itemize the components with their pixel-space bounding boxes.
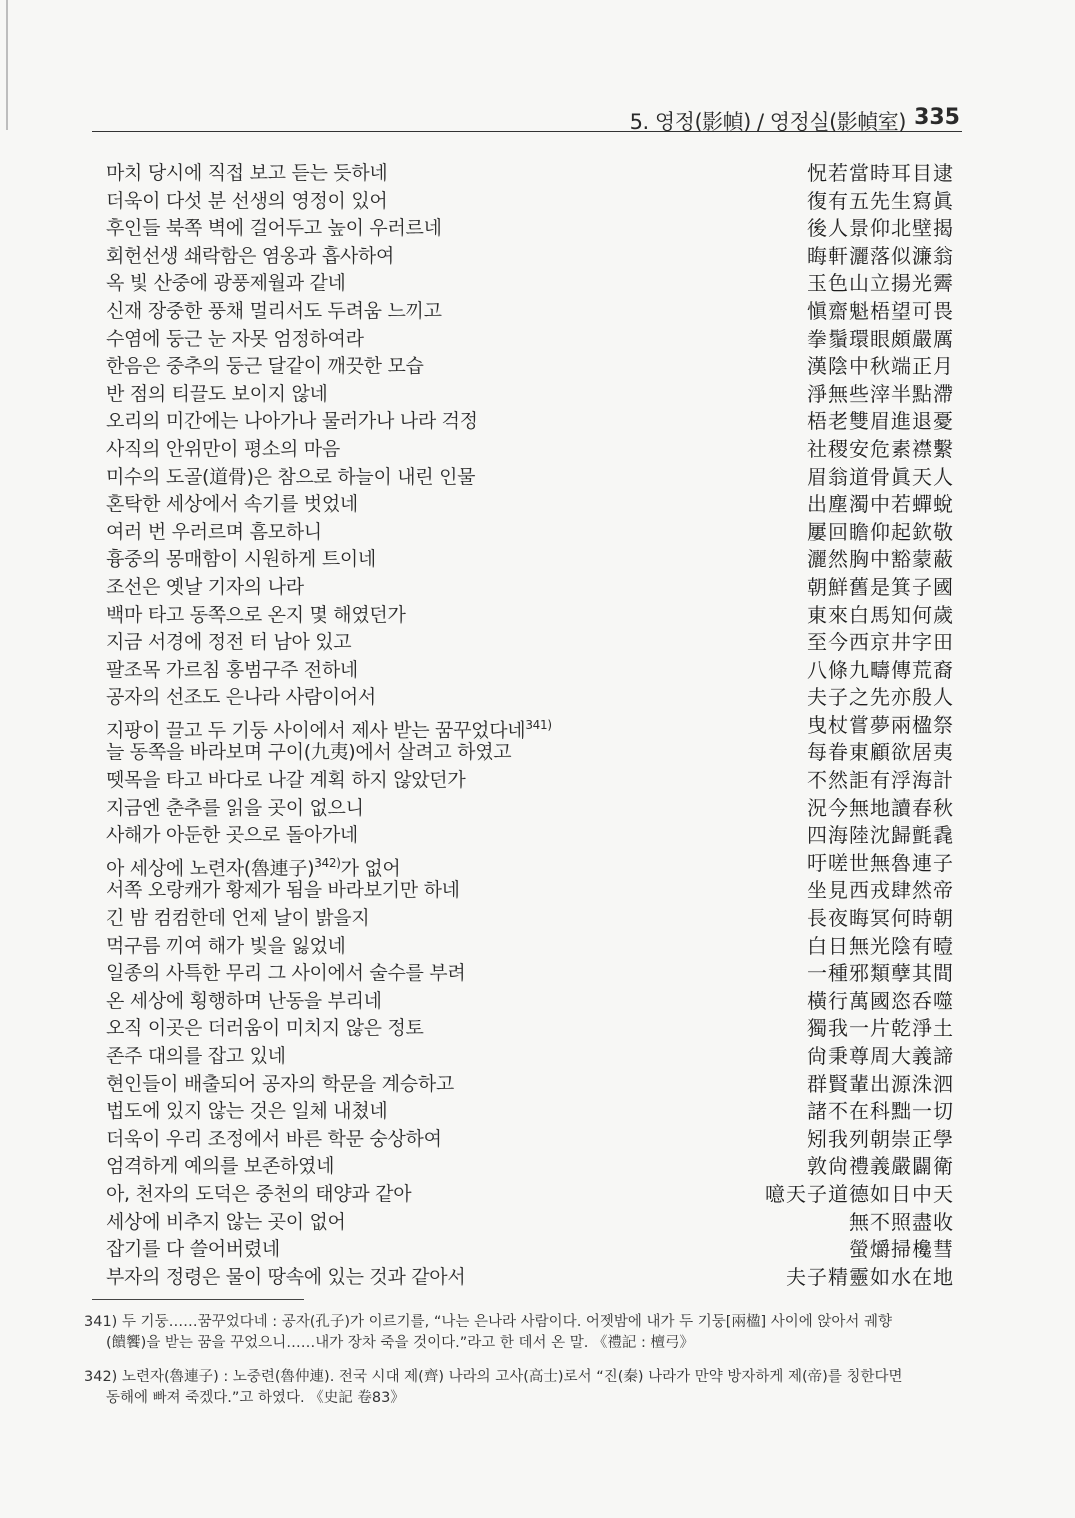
korean-translation bbox=[106, 1015, 424, 1043]
poem-line bbox=[106, 574, 954, 602]
korean-text: 회헌선생 쇄락함은 염옹과 흡사하여 bbox=[106, 244, 395, 267]
korean-text: 잡기를 다 쓸어버렸네 bbox=[106, 1238, 280, 1261]
korean-translation bbox=[106, 326, 364, 354]
poem-line bbox=[106, 464, 954, 492]
header-rule bbox=[92, 131, 962, 132]
korean-translation bbox=[106, 1071, 454, 1099]
korean-text: 법도에 있지 않는 것은 일체 내쳤네 bbox=[106, 1100, 388, 1123]
korean-translation bbox=[106, 988, 382, 1016]
korean-text: 늘 동쪽을 바라보며 구이(九夷)에서 살려고 하였고 bbox=[106, 741, 512, 764]
poem-line bbox=[106, 1098, 954, 1126]
classical-chinese-original: 梧老雙眉進退憂 bbox=[807, 409, 954, 434]
korean-text: 더욱이 다섯 분 선생의 영정이 있어 bbox=[106, 189, 388, 212]
korean-text: 후인들 북쪽 벽에 걸어두고 높이 우러르네 bbox=[106, 217, 442, 240]
korean-translation bbox=[106, 1043, 286, 1071]
korean-text: 존주 대의를 잡고 있네 bbox=[106, 1045, 286, 1067]
korean-translation bbox=[106, 519, 322, 547]
classical-chinese-original: 至今西京井字田 bbox=[807, 630, 954, 655]
poem-line bbox=[106, 298, 954, 326]
footnote-line: 동해에 빠져 죽겠다.”고 하였다. 《史記 卷83》 bbox=[106, 1390, 405, 1406]
korean-translation bbox=[106, 684, 376, 712]
korean-text: 먹구름 끼여 해가 빛을 잃었네 bbox=[106, 934, 346, 957]
poem-line bbox=[106, 160, 954, 188]
poem-line bbox=[106, 326, 954, 354]
poem-line bbox=[106, 767, 954, 795]
korean-translation bbox=[106, 491, 358, 519]
footnote-rule bbox=[92, 1299, 304, 1300]
poem-line bbox=[106, 381, 954, 409]
classical-chinese-original: 況今無地讀春秋 bbox=[807, 795, 954, 820]
classical-chinese-original: 晦軒灑落似濂翁 bbox=[807, 243, 954, 268]
footnote-341 bbox=[84, 1312, 964, 1354]
korean-translation bbox=[106, 381, 328, 409]
poem-line bbox=[106, 850, 954, 878]
korean-translation bbox=[106, 270, 346, 298]
korean-translation bbox=[106, 739, 511, 767]
classical-chinese-original: 灑然胸中豁蒙蔽 bbox=[807, 547, 954, 572]
classical-chinese-original: 每眷東顧欲居夷 bbox=[807, 740, 954, 765]
korean-translation bbox=[106, 243, 394, 271]
classical-chinese-original: 後人景仰北壁揭 bbox=[807, 216, 954, 241]
korean-text: 지팡이 끌고 두 기둥 사이에서 제사 받는 꿈꾸었다네 bbox=[106, 719, 526, 742]
korean-translation bbox=[106, 215, 442, 243]
korean-text: 오리의 미간에는 나아가나 물러가나 나라 걱정 bbox=[106, 410, 478, 433]
classical-chinese-original: 社稷安危素襟繫 bbox=[807, 436, 954, 461]
korean-translation bbox=[106, 160, 387, 188]
korean-text: 조선은 옛날 기자의 나라 bbox=[106, 575, 304, 598]
footnote-marker[interactable]: 342) bbox=[314, 855, 341, 870]
korean-text: 흉중의 몽매함이 시원하게 트이네 bbox=[106, 548, 376, 571]
korean-text: 한음은 중추의 둥근 달같이 깨끗한 모습 bbox=[106, 355, 424, 378]
classical-chinese-original: 淨無些滓半點滯 bbox=[807, 381, 954, 406]
poem-line bbox=[106, 602, 954, 630]
footnote-line: 341) 두 기둥……꿈꾸었다네 : 공자(孔子)가 이르기를, “나는 은나라 사람이다. 어젯밤에 내가 두 기둥[兩楹] 사이에 앉아서 궤향 bbox=[84, 1314, 892, 1330]
korean-translation bbox=[106, 1181, 411, 1209]
korean-translation bbox=[106, 1126, 442, 1154]
poem-line bbox=[106, 877, 954, 905]
korean-text: 여러 번 우러르며 흠모하니 bbox=[106, 520, 322, 543]
korean-text: 일종의 사특한 무리 그 사이에서 술수를 부려 bbox=[106, 962, 466, 985]
poem-line bbox=[106, 188, 954, 216]
poem-line bbox=[106, 905, 954, 933]
poem-line bbox=[106, 629, 954, 657]
korean-text: 오직 이곳은 더러움이 미치지 않은 정토 bbox=[106, 1017, 424, 1040]
korean-text: 팔조목 가르침 홍범구주 전하네 bbox=[106, 658, 358, 681]
korean-text: 옥 빛 산중에 광풍제월과 같네 bbox=[106, 272, 346, 295]
classical-chinese-original: 玉色山立揚光霽 bbox=[807, 271, 954, 296]
classical-chinese-original: 敦尙禮義嚴闢衛 bbox=[807, 1154, 954, 1179]
classical-chinese-original: 螢爝掃欃彗 bbox=[849, 1237, 954, 1262]
korean-text: 현인들이 배출되어 공자의 학문을 계승하고 bbox=[106, 1072, 454, 1095]
poem-line bbox=[106, 1209, 954, 1237]
korean-text: 지금엔 춘추를 읽을 곳이 없으니 bbox=[106, 796, 364, 819]
footnote-342 bbox=[84, 1367, 964, 1409]
korean-translation bbox=[106, 574, 304, 602]
classical-chinese-original: 出塵濁中若蟬蛻 bbox=[807, 492, 954, 517]
classical-chinese-original: 東來白馬知何歲 bbox=[807, 602, 954, 627]
korean-translation bbox=[106, 602, 406, 630]
classical-chinese-original: 夫子之先亦殷人 bbox=[807, 685, 954, 710]
poem-line bbox=[106, 795, 954, 823]
korean-text: 반 점의 티끌도 보이지 않네 bbox=[106, 382, 328, 405]
korean-translation bbox=[106, 657, 358, 685]
korean-text: 지금 서경에 정전 터 남아 있고 bbox=[106, 631, 352, 654]
running-head-title: 5. 영정(影幀) / 영정실(影幀室) bbox=[629, 110, 906, 134]
korean-translation bbox=[106, 905, 369, 933]
poem-line bbox=[106, 1236, 954, 1264]
korean-text: 온 세상에 횡행하며 난동을 부리네 bbox=[106, 989, 382, 1012]
poem-line bbox=[106, 712, 954, 740]
korean-text: 아, 천자의 도덕은 중천의 태양과 같아 bbox=[106, 1182, 412, 1205]
classical-chinese-original: 不然詎有浮海計 bbox=[807, 768, 954, 793]
korean-translation bbox=[106, 1236, 280, 1264]
classical-chinese-original: 橫行萬國恣呑噬 bbox=[807, 988, 954, 1013]
footnote-line: (饋饗)을 받는 꿈을 꾸었으니……내가 장차 죽을 것이다.”라고 한 데서 온 말. 《禮記 : 檀弓》 bbox=[106, 1335, 695, 1351]
poem-line bbox=[106, 270, 954, 298]
korean-text: 혼탁한 세상에서 속기를 벗었네 bbox=[106, 493, 358, 516]
classical-chinese-original: 尙秉尊周大義諦 bbox=[807, 1044, 954, 1068]
poem-line bbox=[106, 684, 954, 712]
footnote-line: 342) 노련자(魯連子) : 노중련(魯仲連). 전국 시대 제(齊) 나라의 고사(高士)로서 “진(秦) 나라가 만약 방자하게 제(帝)를 칭한다면 bbox=[84, 1369, 903, 1385]
korean-text: 수염에 둥근 눈 자못 엄정하여라 bbox=[106, 327, 364, 350]
korean-text: 백마 타고 동쪽으로 온지 몇 해였던가 bbox=[106, 603, 406, 626]
classical-chinese-original: 復有五先生寫眞 bbox=[807, 188, 954, 213]
classical-chinese-original: 怳若當時耳目逮 bbox=[807, 161, 954, 185]
poem-line bbox=[106, 822, 954, 850]
classical-chinese-original: 夫子精靈如水在地 bbox=[786, 1264, 954, 1289]
poem-line bbox=[106, 408, 954, 436]
poem-line bbox=[106, 436, 954, 464]
korean-translation bbox=[106, 353, 424, 381]
korean-translation bbox=[106, 1209, 346, 1237]
korean-translation bbox=[106, 546, 376, 574]
classical-chinese-original: 矧我列朝崇正學 bbox=[807, 1126, 954, 1151]
classical-chinese-original: 八條九疇傳荒裔 bbox=[807, 657, 954, 682]
poem-line bbox=[106, 933, 954, 961]
classical-chinese-original: 長夜晦冥何時朝 bbox=[807, 906, 954, 931]
footnote-marker[interactable]: 341) bbox=[525, 717, 552, 732]
page-binding-edge bbox=[6, 0, 8, 130]
korean-translation bbox=[106, 1264, 465, 1292]
korean-text: 공자의 선조도 은나라 사람이어서 bbox=[106, 686, 376, 709]
classical-chinese-original: 吁嗟世無魯連子 bbox=[807, 850, 954, 875]
korean-translation bbox=[106, 877, 460, 905]
korean-text: 사해가 아둔한 곳으로 돌아가네 bbox=[106, 824, 358, 847]
page-header bbox=[92, 100, 962, 134]
korean-text: 서쪽 오랑캐가 황제가 됨을 바라보기만 하네 bbox=[106, 879, 460, 902]
classical-chinese-original: 諸不在科黜一切 bbox=[807, 1099, 954, 1124]
classical-chinese-original: 朝鮮舊是箕子國 bbox=[807, 574, 954, 599]
poem-line bbox=[106, 739, 954, 767]
korean-text: 미수의 도골(道骨)은 참으로 하늘이 내린 인물 bbox=[106, 465, 476, 488]
korean-text: 부자의 정령은 물이 땅속에 있는 것과 같아서 bbox=[106, 1265, 466, 1288]
korean-text: 아 세상에 노련자(魯連子) bbox=[106, 857, 315, 880]
poem-line bbox=[106, 1043, 954, 1071]
classical-chinese-original: 白日無光陰有曀 bbox=[807, 933, 954, 958]
footnotes bbox=[84, 1312, 964, 1422]
korean-translation bbox=[106, 629, 351, 657]
korean-translation bbox=[106, 933, 346, 961]
poem-line bbox=[106, 960, 954, 988]
korean-text: 더욱이 우리 조정에서 바른 학문 숭상하여 bbox=[106, 1127, 442, 1150]
poem-line bbox=[106, 519, 954, 547]
classical-chinese-original: 漢陰中秋端正月 bbox=[807, 354, 954, 379]
korean-translation bbox=[106, 298, 442, 326]
poem-line bbox=[106, 353, 954, 381]
page-number: 335 bbox=[914, 105, 960, 130]
poem-line bbox=[106, 1126, 954, 1154]
poem-line bbox=[106, 1153, 954, 1181]
classical-chinese-original: 眉翁道骨眞天人 bbox=[807, 464, 954, 489]
korean-translation bbox=[106, 464, 475, 492]
korean-text: 마치 당시에 직접 보고 듣는 듯하네 bbox=[106, 162, 388, 184]
poem-line bbox=[106, 1071, 954, 1099]
poem-line bbox=[106, 546, 954, 574]
classical-chinese-original: 噫天子道德如日中天 bbox=[765, 1181, 954, 1206]
classical-chinese-original: 一種邪類孽其間 bbox=[807, 961, 954, 986]
classical-chinese-original: 群賢輩出源洙泗 bbox=[807, 1071, 954, 1096]
korean-text: 신재 장중한 풍채 멀리서도 두려움 느끼고 bbox=[106, 299, 442, 322]
poem-line bbox=[106, 1264, 954, 1292]
poem-line bbox=[106, 1181, 954, 1209]
poem-line bbox=[106, 243, 954, 271]
poem-body bbox=[106, 160, 954, 1291]
korean-translation bbox=[106, 822, 358, 850]
poem-line bbox=[106, 657, 954, 685]
korean-translation bbox=[106, 767, 465, 795]
classical-chinese-original: 坐見西戎肆然帝 bbox=[807, 878, 954, 903]
korean-translation bbox=[106, 408, 478, 436]
classical-chinese-original: 愼齋魁梧望可畏 bbox=[807, 298, 954, 323]
korean-translation bbox=[106, 188, 387, 216]
classical-chinese-original: 獨我一片乾淨土 bbox=[807, 1016, 954, 1041]
poem-line bbox=[106, 491, 954, 519]
poem-line bbox=[106, 988, 954, 1016]
korean-text: 뗏목을 타고 바다로 나갈 계획 하지 않았던가 bbox=[106, 769, 466, 792]
korean-translation bbox=[106, 795, 364, 823]
korean-text: 세상에 비추지 않는 곳이 없어 bbox=[106, 1210, 346, 1233]
classical-chinese-original: 屢回瞻仰起欽敬 bbox=[807, 519, 954, 544]
poem-line bbox=[106, 215, 954, 243]
poem-line bbox=[106, 1015, 954, 1043]
korean-text: 사직의 안위만이 평소의 마음 bbox=[106, 437, 340, 460]
korean-text: 엄격하게 예의를 보존하였네 bbox=[106, 1155, 335, 1178]
korean-translation bbox=[106, 1153, 334, 1181]
classical-chinese-original: 無不照盡收 bbox=[849, 1209, 954, 1234]
korean-text: 가 없어 bbox=[340, 857, 401, 880]
korean-translation bbox=[106, 960, 465, 988]
classical-chinese-original: 曳杖嘗夢兩楹祭 bbox=[807, 712, 954, 737]
korean-translation bbox=[106, 1098, 387, 1126]
korean-translation bbox=[106, 436, 340, 464]
classical-chinese-original: 四海陸沈歸氈毳 bbox=[807, 823, 954, 848]
korean-text: 긴 밤 컴컴한데 언제 날이 밝을지 bbox=[106, 907, 370, 930]
classical-chinese-original: 拳鬚環眼頗嚴厲 bbox=[807, 326, 954, 351]
